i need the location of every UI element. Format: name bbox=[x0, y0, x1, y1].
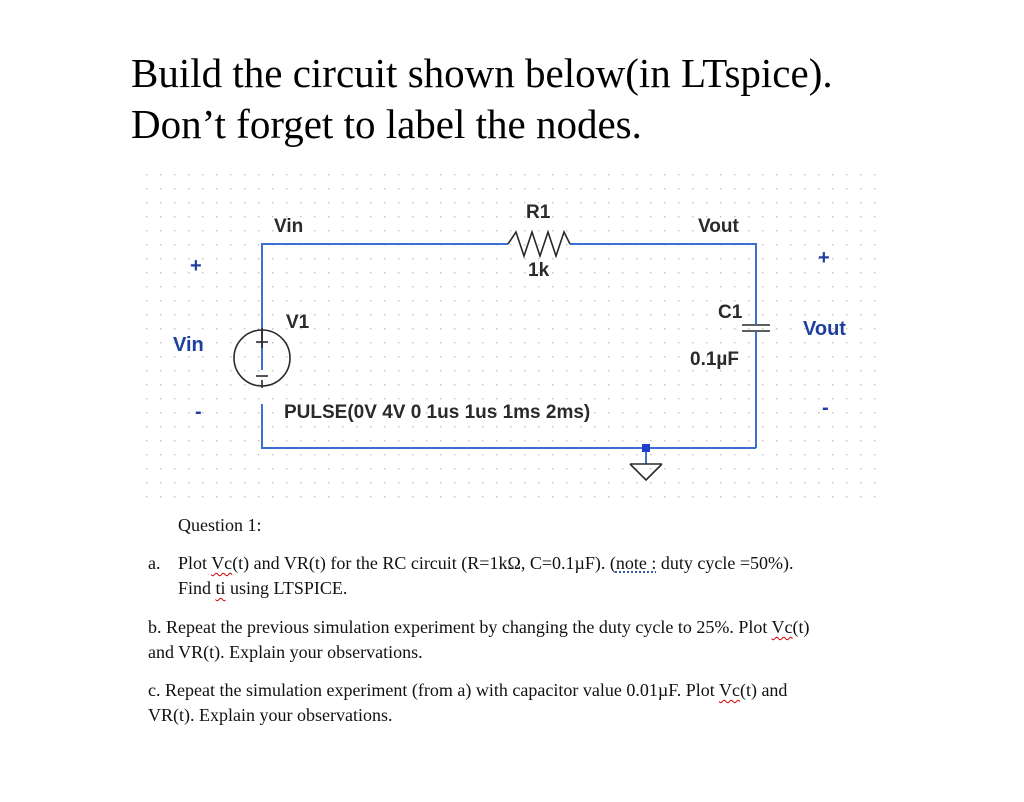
left-port-name: Vin bbox=[173, 334, 204, 356]
note-label: note : bbox=[615, 553, 657, 573]
page-title bbox=[131, 48, 833, 150]
resistor-value: 1k bbox=[528, 260, 550, 281]
circuit-schematic bbox=[140, 168, 880, 508]
question-b: b. Repeat the previous simulation experiment by changing the duty cycle to 25%. Plot Vc(t) and VR(t). Explain your observations. bbox=[148, 617, 810, 662]
resistor-name: R1 bbox=[526, 202, 551, 223]
spell-vc: Vc bbox=[211, 553, 233, 573]
spell-ti: ti bbox=[215, 578, 226, 598]
source-name: V1 bbox=[286, 312, 310, 333]
question-c: c. Repeat the simulation experiment (from a) with capacitor value 0.01µF. Plot Vc(t) and VR(t). Explain your observations. bbox=[148, 680, 788, 725]
capacitor-name: C1 bbox=[718, 302, 743, 323]
net-label-vout: Vout bbox=[698, 216, 739, 237]
source-spec: PULSE(0V 4V 0 1us 1us 1ms 2ms) bbox=[284, 402, 591, 423]
right-port-name: Vout bbox=[803, 318, 846, 340]
grid-background bbox=[140, 168, 880, 508]
capacitor-value: 0.1µF bbox=[690, 349, 739, 370]
question-a-letter: a. bbox=[148, 553, 161, 573]
question-title: Question 1: bbox=[178, 515, 262, 535]
net-label-vin: Vin bbox=[274, 216, 304, 237]
title-line-1: Build the circuit shown below(in LTspice). bbox=[131, 50, 833, 96]
right-port-plus: + bbox=[818, 247, 830, 269]
title-line-2: Don’t forget to label the nodes. bbox=[131, 101, 642, 147]
left-port-minus: - bbox=[195, 401, 202, 423]
question-a: Plot Vc(t) and VR(t) for the RC circuit (R=1kΩ, C=0.1µF). (note : duty cycle =50%). Find ti using LTSPICE. bbox=[178, 553, 794, 598]
left-port-plus: + bbox=[190, 255, 202, 277]
spell-vc: Vc bbox=[718, 680, 740, 700]
right-port-minus: - bbox=[822, 397, 829, 419]
spell-vc: Vc bbox=[771, 617, 793, 637]
